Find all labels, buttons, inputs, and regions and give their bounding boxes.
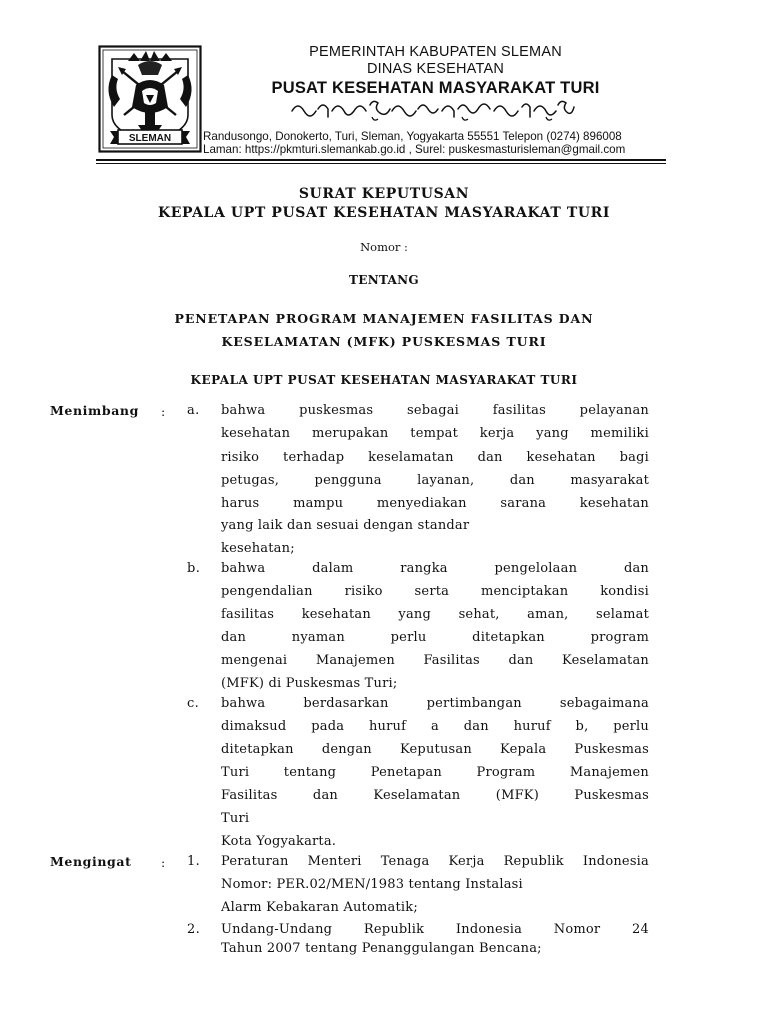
mengingat-1-line: Peraturan Menteri Tenaga Kerja Republik Indonesia: [221, 854, 649, 869]
menimbang-c-line: Turi tentang Penetapan Program Manajemen: [221, 765, 649, 780]
letterhead-website-email: Laman: https://pkmturi.slemankab.go.id , Surel: puskesmasturisleman@gmail.com: [203, 143, 626, 156]
mengingat-2-line: Undang-Undang Republik Indonesia Nomor 24: [221, 922, 649, 937]
mengingat-1-line: Nomor: PER.02/MEN/1983 tentang Instalasi: [221, 877, 523, 892]
menimbang-label: Menimbang: [50, 403, 139, 418]
menimbang-c-line: dimaksud pada huruf a dan huruf b, perlu: [221, 719, 649, 734]
document-type: SURAT KEPUTUSAN: [298, 186, 470, 202]
menimbang-a-line: harus mampu menyediakan sarana kesehatan: [221, 496, 649, 511]
javanese-script-name: [288, 97, 578, 123]
menimbang-c-marker: c.: [187, 696, 200, 711]
menimbang-b-line: dan nyaman perlu ditetapkan program: [221, 630, 649, 645]
subject-line-1: PENETAPAN PROGRAM MANAJEMEN FASILITAS DAN: [174, 311, 594, 326]
document-number: Nomor :: [360, 240, 408, 254]
menimbang-b-line: fasilitas kesehatan yang sehat, aman, selamat: [221, 607, 649, 622]
letterhead-department: DINAS KESEHATAN: [366, 61, 505, 77]
mengingat-colon: :: [161, 855, 166, 870]
mengingat-2-line: Tahun 2007 tentang Penanggulangan Bencana;: [221, 941, 542, 956]
menimbang-c-line: bahwa berdasarkan pertimbangan sebagaimana: [221, 696, 649, 711]
menimbang-c-line: Fasilitas dan Keselamatan (MFK) Puskesmas: [221, 788, 649, 803]
letterhead-title-block: [208, 44, 663, 98]
menimbang-b-line: pengendalian risiko serta menciptakan kondisi: [221, 584, 649, 599]
letterhead-address: Randusongo, Donokerto, Turi, Sleman, Yogyakarta 55551 Telepon (0274) 896008: [203, 130, 622, 143]
menimbang-b-line: bahwa dalam rangka pengelolaan dan: [221, 561, 649, 576]
menimbang-a-marker: a.: [187, 403, 200, 418]
mengingat-1-line: Alarm Kebakaran Automatik;: [221, 900, 418, 915]
menimbang-a-line: yang laik dan sesuai dengan standar: [221, 518, 470, 533]
letterhead-government: PEMERINTAH KABUPATEN SLEMAN: [309, 44, 562, 60]
menimbang-b-marker: b.: [187, 561, 201, 576]
issuer-repeat: KEPALA UPT PUSAT KESEHATAN MASYARAKAT TURI: [190, 373, 578, 387]
mengingat-label: Mengingat: [50, 854, 132, 869]
menimbang-c-line: Turi: [221, 811, 250, 826]
sleman-emblem-logo: [98, 45, 202, 153]
letterhead-institution: PUSAT KESEHATAN MASYARAKAT TURI: [271, 79, 600, 97]
tentang-heading: TENTANG: [349, 273, 419, 287]
letterhead-divider-thick: [96, 159, 666, 161]
mengingat-1-marker: 1.: [187, 854, 201, 869]
logo-banner-text: SLEMAN: [128, 133, 172, 144]
menimbang-a-line: risiko terhadap keselamatan dan kesehatan bagi: [221, 450, 649, 465]
menimbang-c-line: ditetapkan dengan Keputusan Kepala Puskesmas: [221, 742, 649, 757]
menimbang-c-line: Kota Yogyakarta.: [221, 834, 337, 849]
menimbang-a-line: kesehatan;: [221, 541, 295, 556]
menimbang-b-line: (MFK) di Puskesmas Turi;: [221, 676, 398, 691]
menimbang-a-line: petugas, pengguna layanan, dan masyarakat: [221, 473, 649, 488]
menimbang-a-line: kesehatan merupakan tempat kerja yang memiliki: [221, 426, 649, 441]
menimbang-colon: :: [161, 404, 166, 419]
menimbang-a-line: bahwa puskesmas sebagai fasilitas pelayanan: [221, 403, 649, 418]
letterhead-divider-thin: [96, 163, 666, 164]
menimbang-b-line: mengenai Manajemen Fasilitas dan Keselamatan: [221, 653, 649, 668]
mengingat-2-marker: 2.: [187, 922, 201, 937]
document-issuer: KEPALA UPT PUSAT KESEHATAN MASYARAKAT TURI: [157, 205, 611, 221]
subject-line-2: KESELAMATAN (MFK) PUSKESMAS TURI: [221, 334, 547, 349]
